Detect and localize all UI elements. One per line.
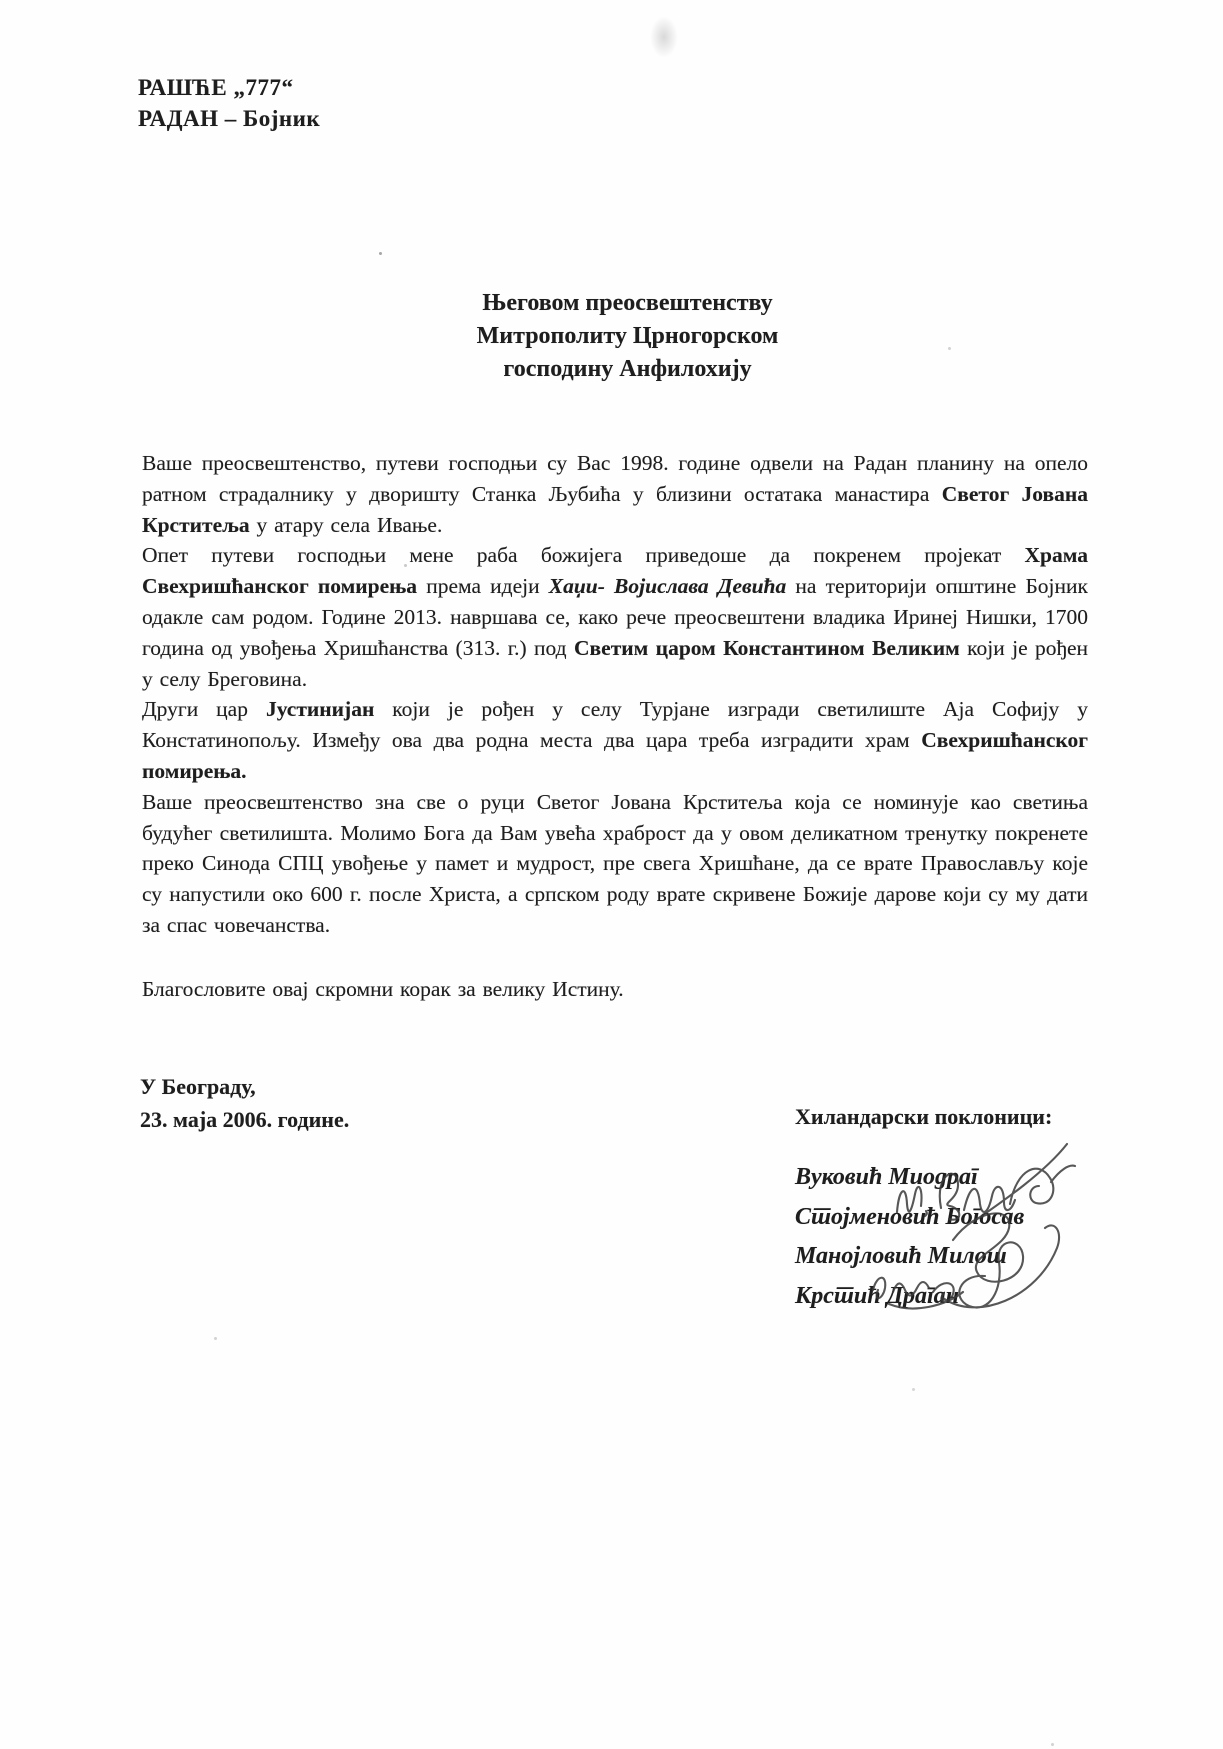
paragraph-3: Други цар Јустинијан који је рођен у селу Турјане изгради светилиште Аја Софију у Констатинопољу. Између ова два родна места два цара треба изградити храм Свехришћанског помирења. — [142, 697, 1088, 783]
recipient-address — [16, 287, 1223, 386]
scan-smudge-artifact — [650, 16, 678, 58]
letter-body — [142, 448, 1088, 1005]
scan-speck — [379, 252, 382, 255]
recipient-name: господину Анфилохију — [503, 356, 752, 382]
letterhead — [138, 72, 320, 134]
scan-speck — [214, 1337, 217, 1340]
signatory-name: Вуковић Миодраг — [795, 1164, 978, 1190]
dateline — [140, 1070, 349, 1136]
signatories-heading: Хиландарски поклоници: — [795, 1104, 1053, 1129]
signatory-name: Крстић Драган — [795, 1282, 960, 1309]
recipient-title: Митрополиту Црногорском — [476, 323, 779, 349]
paragraph-1: Ваше преосвештенство, путеви господњи су Вас 1998. године одвели на Радан планину на опело ратном страдалнику у дворишту Станка Љубића у близини остатака манастира Светог Јована Крститеља у атару села Ивање. — [142, 451, 1089, 537]
signatory-name: Манојловић Милош — [795, 1243, 1007, 1269]
dateline-city: У Београду, — [140, 1074, 256, 1099]
paragraph-4: Ваше преосвештенство зна све о руци Светог Јована Крститеља која се номинује као светиња будућег светилишта. Молимо Бога да Вам увећа храброст да у овом деликатном тренутку покренете преко Синода СПЦ увођење у памет и мудрост, пре свега Хришћане, да се врате Православљу које су напустили око 600 г. после Христа, а српском роду врате скривене Божије дарове који су му дати за спас човечанства. — [142, 789, 1088, 937]
scan-speck — [912, 1388, 915, 1391]
paragraph-2: Опет путеви господњи мене раба божијега приведоше да покренем пројекат Храма Свехришћанског помирења према идеји Хаџи- Војислава Девића на територији општине Бојник одакле сам родом. Године 2013. навршава се, како рече преосвештени владика Иринеј Нишки, 1700 година од увођења Хришћанства (313. г.) под Светим царом Константином Великим који је рођен у селу Бреговина. — [142, 543, 1088, 691]
letterhead-org-location: РАДАН – Бојник — [138, 106, 321, 131]
signatory-name: Стојменовић Богосав — [795, 1203, 1025, 1230]
letterhead-org-name: РАШЋЕ „777“ — [138, 75, 294, 100]
scan-speck — [1051, 1743, 1054, 1746]
blessing-line: Благословите овај скромни корак за велику Истину. — [142, 976, 624, 1001]
recipient-honorific: Његовом преосвештенству — [482, 290, 773, 316]
signatory-name-list — [795, 1158, 1024, 1316]
dateline-date: 23. маја 2006. године. — [140, 1107, 350, 1132]
